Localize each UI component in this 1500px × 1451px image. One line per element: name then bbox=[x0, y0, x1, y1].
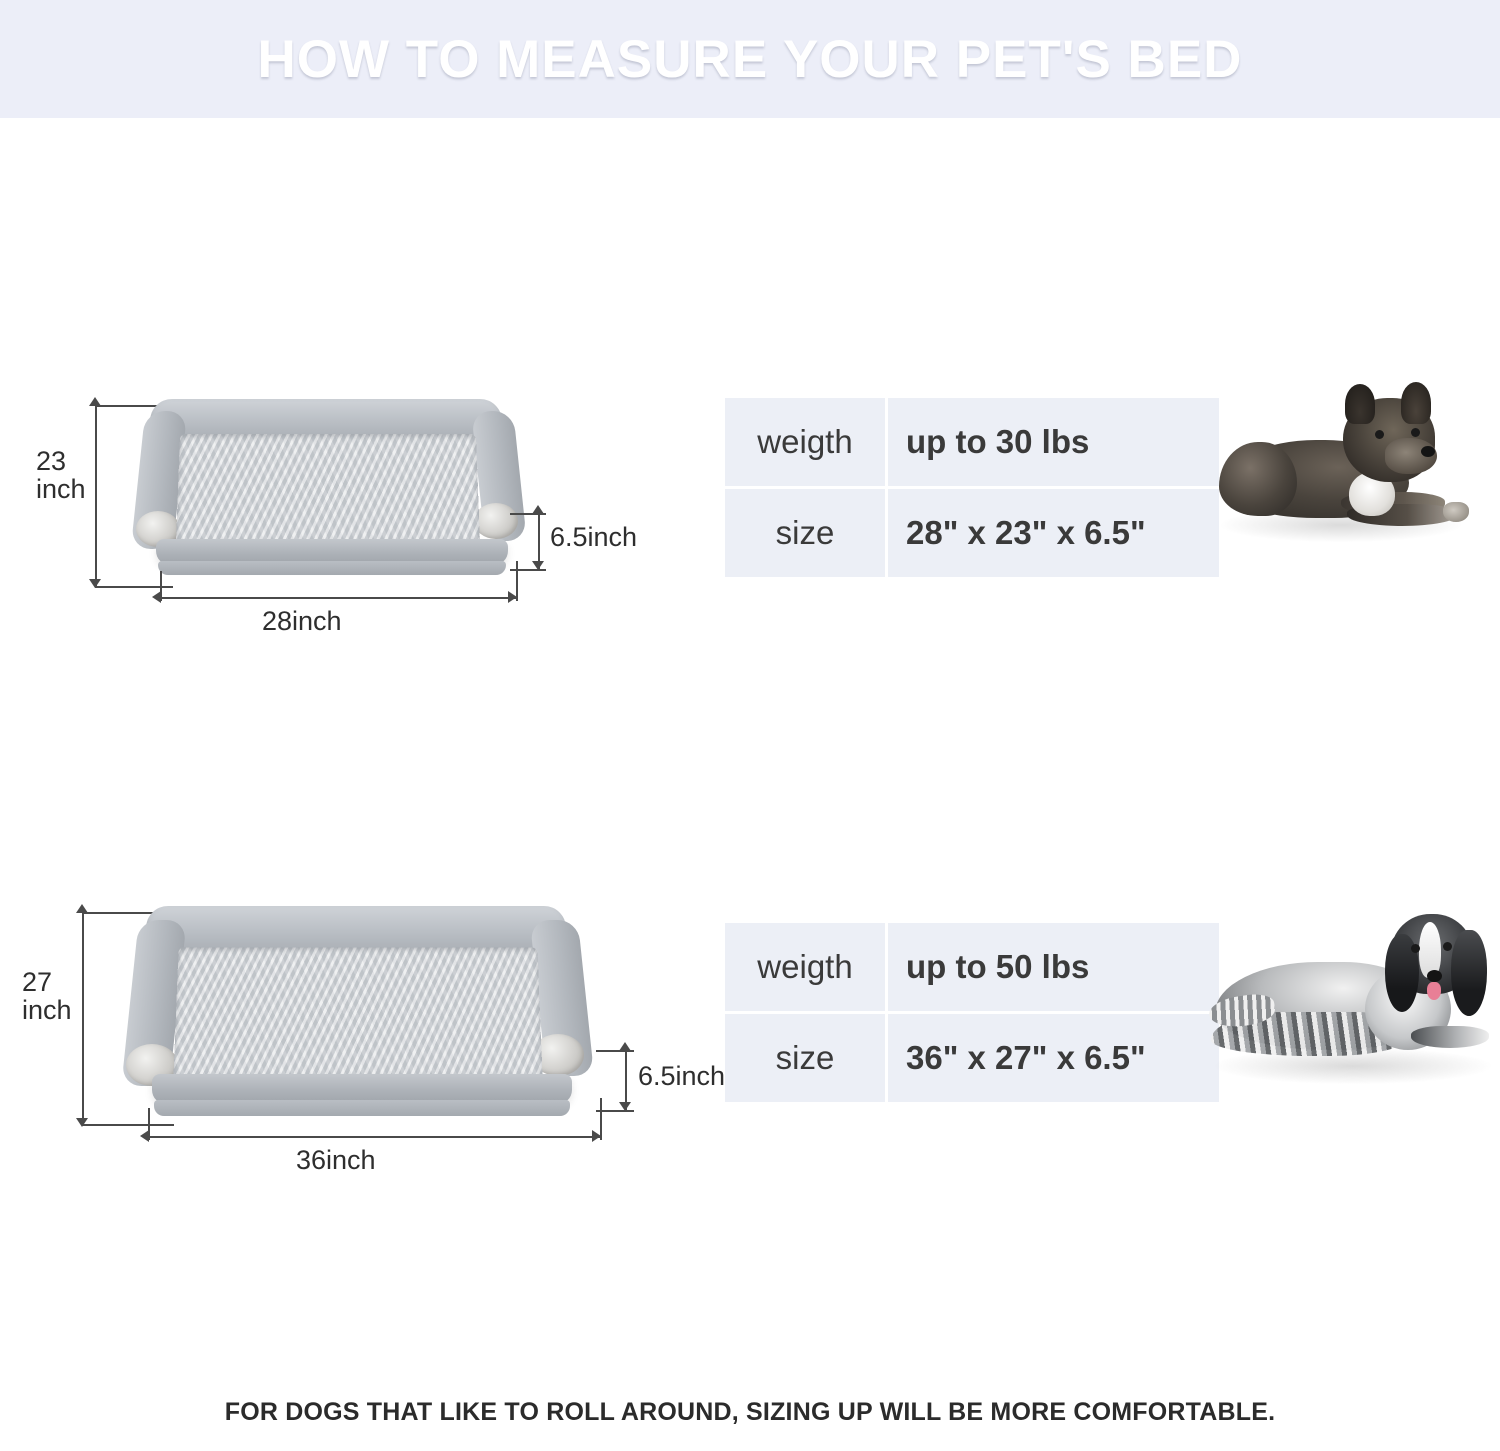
bed-diagram-small bbox=[36, 385, 660, 645]
width-tick-left bbox=[148, 1108, 150, 1140]
spec-table-large bbox=[722, 920, 1222, 1105]
dog-ear-right bbox=[1451, 930, 1487, 1016]
spec-key-size: size bbox=[725, 1014, 885, 1102]
bed-diagram-large bbox=[20, 890, 726, 1180]
height-label: 6.5inch bbox=[638, 1061, 726, 1091]
dog-ear-left bbox=[1345, 384, 1375, 424]
spec-key-weight: weigth bbox=[725, 923, 885, 1011]
spec-value-size: 28" x 23" x 6.5" bbox=[888, 489, 1219, 577]
bed-front-rail bbox=[154, 1100, 570, 1116]
spec-value-weight: up to 30 lbs bbox=[888, 398, 1219, 486]
cocker-spaniel-photo bbox=[1215, 900, 1495, 1080]
mattress-surface bbox=[176, 434, 480, 545]
height-tick-top bbox=[596, 1050, 634, 1052]
dog-eye-right bbox=[1411, 428, 1420, 437]
dog-tongue bbox=[1427, 982, 1441, 1000]
bed-front-rail bbox=[158, 561, 506, 575]
depth-dimension-line bbox=[82, 912, 84, 1126]
spec-key-size: size bbox=[725, 489, 885, 577]
header-banner bbox=[0, 0, 1500, 118]
width-label: 36inch bbox=[288, 1146, 384, 1174]
table-row bbox=[725, 489, 1219, 577]
dog-haunch bbox=[1219, 442, 1297, 516]
dog-eye-right bbox=[1443, 942, 1452, 951]
depth-label: 27 inch bbox=[22, 967, 72, 1026]
dog-nose bbox=[1427, 970, 1442, 982]
height-label: 6.5inch bbox=[550, 522, 638, 552]
width-dimension-line bbox=[160, 597, 516, 599]
height-dimension-line bbox=[625, 1050, 627, 1110]
table-row bbox=[725, 398, 1219, 486]
mattress-surface bbox=[173, 947, 542, 1080]
depth-arrow-bottom bbox=[76, 1118, 88, 1127]
pet-bed-illustration bbox=[112, 399, 542, 589]
size-section-large bbox=[0, 860, 1500, 1240]
table-row bbox=[725, 923, 1219, 1011]
spec-table-small bbox=[722, 395, 1222, 580]
width-tick-left bbox=[160, 571, 162, 601]
size-section-small bbox=[0, 330, 1500, 690]
height-tick-bottom bbox=[596, 1110, 634, 1112]
dog-ear-right bbox=[1401, 382, 1431, 424]
height-tick-top bbox=[510, 513, 546, 515]
dog-eye-left bbox=[1411, 944, 1420, 953]
spec-value-weight: up to 50 lbs bbox=[888, 923, 1219, 1011]
depth-dimension-line bbox=[95, 405, 97, 587]
dog-front-leg bbox=[1411, 1026, 1489, 1048]
table-row bbox=[725, 1014, 1219, 1102]
pet-bed-illustration bbox=[102, 906, 632, 1136]
footer-note: FOR DOGS THAT LIKE TO ROLL AROUND, SIZING UP WILL BE MORE COMFORTABLE. bbox=[224, 1398, 1276, 1426]
spec-value-size: 36" x 27" x 6.5" bbox=[888, 1014, 1219, 1102]
spec-key-weight: weigth bbox=[725, 398, 885, 486]
width-tick-right bbox=[516, 561, 518, 601]
dog-eye-left bbox=[1375, 430, 1384, 439]
width-label: 28inch bbox=[254, 607, 350, 635]
width-dimension-line bbox=[148, 1136, 600, 1138]
width-tick-right bbox=[600, 1098, 602, 1140]
page-title: HOW TO MEASURE YOUR PET'S BED bbox=[257, 29, 1243, 89]
depth-label: 23 inch bbox=[36, 446, 86, 505]
dog-paw bbox=[1443, 502, 1469, 522]
bolster-cap-right bbox=[474, 503, 518, 539]
french-bulldog-photo bbox=[1215, 380, 1465, 540]
dog-nose bbox=[1421, 446, 1435, 457]
